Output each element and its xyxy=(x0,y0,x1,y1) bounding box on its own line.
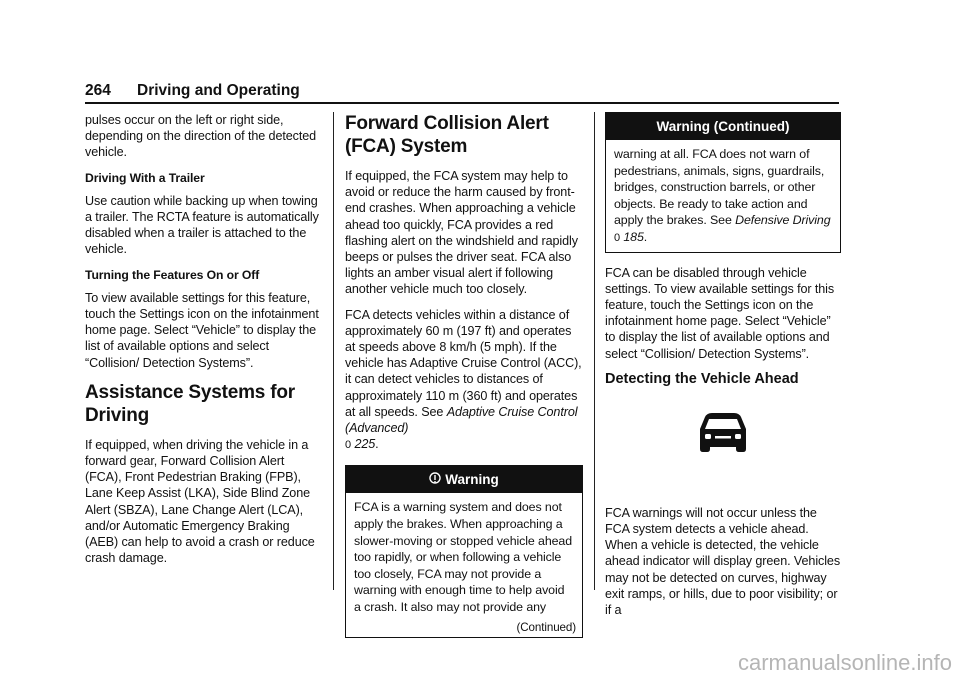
onoff-subheading: Turning the Features On or Off xyxy=(85,267,260,282)
warning-icon xyxy=(429,467,441,494)
trailer-subheading: Driving With a Trailer xyxy=(85,170,205,185)
page-number: 264 xyxy=(85,82,111,99)
column-divider xyxy=(594,112,595,590)
acc-reference-link[interactable]: Adaptive Cruise Control (Advanced) xyxy=(345,404,578,436)
acc-page-link[interactable]: 225 xyxy=(354,437,376,452)
page-ref-arrow: 0 xyxy=(614,231,621,244)
column-1 xyxy=(85,112,323,575)
section-title: Driving and Operating xyxy=(137,82,300,99)
trailer-paragraph: Use caution while backing up when towing a trailer. The RCTA feature is automatically disabled when a trailer is attached to the vehicle. xyxy=(85,193,319,257)
continued-label: (Continued) xyxy=(516,620,576,634)
period: . xyxy=(643,229,648,244)
intro-paragraph: pulses occur on the left or right side, depending on the direction of the detected vehicle. xyxy=(85,113,317,160)
page-ref-arrow: 0 xyxy=(345,439,352,452)
warning-box xyxy=(345,465,583,637)
header-rule xyxy=(85,102,839,104)
warning-continued-box xyxy=(605,112,841,253)
page-header xyxy=(85,82,839,104)
fca-disable-paragraph: FCA can be disabled through vehicle settings. To view available settings for this feature, touch the Settings icon on the infotainment home page. Select “Vehicle” to display the list of available options and select “Collision/ Detection Systems”. xyxy=(605,265,835,361)
warning-text: FCA is a warning system and does not apply the brakes. When approaching a slower-moving or stopped vehicle ahead too rapidly, or when following a vehicle too closely, FCA may not provide a warning with enough time to help avoid a crash. It also may not provide any xyxy=(354,500,572,615)
column-divider xyxy=(333,112,334,590)
onoff-paragraph: To view available settings for this feature, touch the Settings icon on the infotainment home page. Select “Vehicle” to display the list of available options and select “Collision/ Detection Systems”. xyxy=(85,290,319,370)
fca-heading: Forward Collision Alert (FCA) System xyxy=(345,113,549,157)
warning-body xyxy=(346,493,582,620)
column-3 xyxy=(605,112,841,627)
fca-range-paragraph xyxy=(345,307,583,454)
fca-range-text: FCA detects vehicles within a distance of approximately 60 m (197 ft) and operates at speeds above 8 km/h (5 mph). If the vehicle has Adaptive Cruise Control (ACC), it can detect vehicles to distances of approximately 110 m (360 ft) and operates at all speeds. See xyxy=(345,307,582,419)
assistance-paragraph: If equipped, when driving the vehicle in a forward gear, Forward Collision Alert (FCA), Front Pedestrian Braking (FPB), Lane Keep Assist (LKA), Side Blind Zone Alert (SBZA), Lane Change Alert (LCA), and/or Automatic Emergency Braking (AEB) can help to avoid a crash or reduce crash damage. xyxy=(85,437,315,566)
warning-continued-body xyxy=(606,140,840,252)
warning-continued-text xyxy=(614,146,832,247)
detecting-heading: Detecting the Vehicle Ahead xyxy=(605,370,799,387)
column-2 xyxy=(345,112,583,638)
fca-paragraph: If equipped, the FCA system may help to avoid or reduce the harm caused by front-end crashes. When approaching a vehicle ahead too quickly, FCA provides a red flashing alert on the windshield and rapidly beeps or pulses the driver seat. FCA also lights an amber visual alert if following another vehicle much too closely. xyxy=(345,169,578,297)
watermark: carmanualsonline.info xyxy=(737,650,952,675)
assistance-heading: Assistance Systems for Driving xyxy=(85,381,295,426)
defensive-driving-page-link[interactable]: 185 xyxy=(623,229,644,244)
vehicle-ahead-icon xyxy=(605,411,841,469)
warning-header xyxy=(346,466,582,493)
warning-continued-paragraph: warning at all. FCA does not warn of pedestrians, animals, signs, guardrails, bridges, construction barrels, or other objects. Be ready to take action and apply the brakes. See xyxy=(614,147,825,228)
defensive-driving-link[interactable]: Defensive Driving xyxy=(735,213,831,228)
period: . xyxy=(375,437,379,452)
fca-detection-paragraph: FCA warnings will not occur unless the FCA system detects a vehicle ahead. When a vehicle is detected, the vehicle ahead indicator will display green. Vehicles may not be detected on curves, highway exit ramps, or hills, due to poor visibility; or if a xyxy=(605,505,841,617)
warning-continued-header: Warning (Continued) xyxy=(606,113,840,140)
warning-title: Warning xyxy=(445,472,499,488)
